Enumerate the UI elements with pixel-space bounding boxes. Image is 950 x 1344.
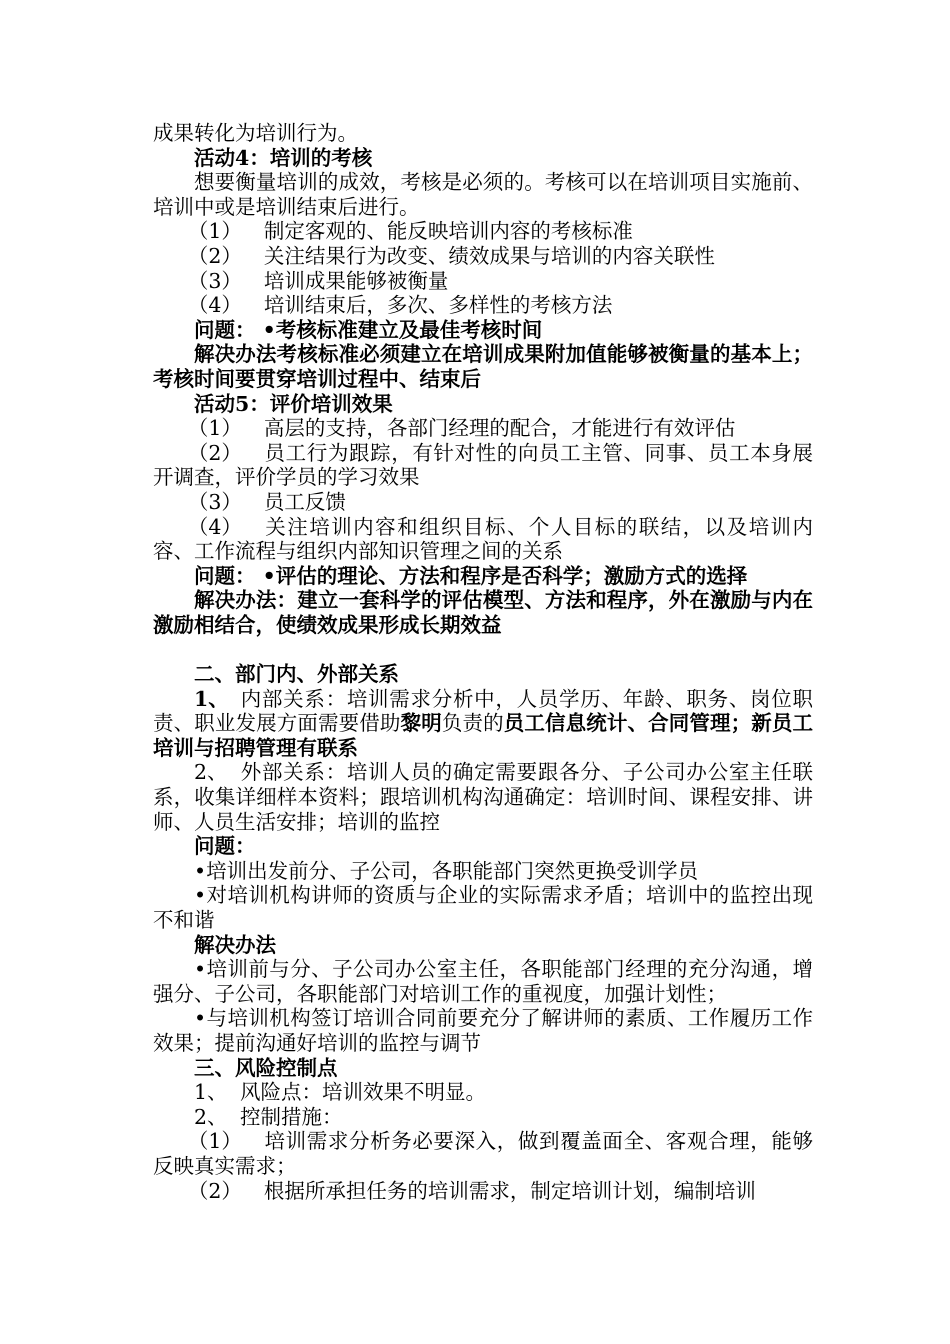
list-number: （2） bbox=[187, 440, 242, 465]
list-number: （1） bbox=[187, 416, 242, 441]
blank-line bbox=[153, 637, 813, 662]
list-item bbox=[153, 515, 813, 564]
bullet-item: •培训出发前分、子公司，各职能部门突然更换受训学员 bbox=[194, 858, 699, 883]
list-text: 根据所承担任务的培训需求，制定培训计划，编制培训 bbox=[263, 1178, 756, 1203]
paragraph: 想要衡量培训的成效，考核是必须的。考核可以在培训项目实施前、培训中或是培训结束后进行。 bbox=[153, 170, 813, 219]
question-label: 问题： bbox=[194, 834, 256, 859]
list-item bbox=[153, 687, 813, 761]
list-item bbox=[153, 1179, 813, 1204]
bullet-item: •培训前与分、子公司办公室主任，各职能部门经理的充分沟通，增强分、子公司，各职能部门对培训工作的重视度，加强计划性； bbox=[153, 957, 813, 1006]
list-number: （2） bbox=[187, 1178, 242, 1203]
list-text: 控制措施： bbox=[240, 1104, 343, 1129]
list-number: 1、 bbox=[194, 1080, 228, 1105]
list-number: 2、 bbox=[194, 1104, 228, 1129]
list-item bbox=[153, 1129, 813, 1178]
list-item bbox=[153, 1105, 813, 1130]
list-text: 内部关系：培训需求分析中，人员学历、年龄、职务、岗位职责、职业发展方面需要借助 bbox=[153, 686, 813, 736]
list-text: 员工行为跟踪，有针对性的向员工主管、同事、员工本身展开调查，评价学员的学习效果 bbox=[153, 440, 813, 490]
list-item bbox=[153, 219, 813, 244]
solution-line: 解决办法考核标准必须建立在培训成果附加值能够被衡量的基本上；考核时间要贯穿培训过程中、结束后 bbox=[153, 342, 813, 391]
list-text: 外部关系：培训人员的确定需要跟各分、子公司办公室主任联系，收集详细样本资料；跟培训机构沟通确定：培训时间、课程安排、讲师、人员生活安排；培训的监控 bbox=[153, 760, 813, 834]
emphasis-text: 员工信息统计、合同管理；新员工培训与招聘管理有联系 bbox=[153, 711, 814, 760]
list-number: （1） bbox=[187, 1129, 242, 1154]
bullet-item: •对培训机构讲师的资质与企业的实际需求矛盾；培训中的监控出现不和谐 bbox=[153, 883, 813, 932]
list-item bbox=[153, 760, 813, 834]
list-item bbox=[153, 293, 813, 318]
list-number: 2、 bbox=[194, 760, 228, 785]
list-item bbox=[153, 441, 813, 490]
paragraph: 成果转化为培训行为。 bbox=[153, 121, 358, 145]
list-item bbox=[153, 416, 813, 441]
list-text: 风险点：培训效果不明显。 bbox=[240, 1080, 486, 1105]
list-number: （2） bbox=[187, 243, 242, 268]
list-number: （3） bbox=[187, 489, 242, 514]
section-3-heading: 三、风险控制点 bbox=[194, 1055, 338, 1080]
solution-label: 解决办法 bbox=[194, 932, 276, 957]
list-number: （1） bbox=[187, 219, 242, 244]
activity-5-heading: 活动5：评价培训效果 bbox=[194, 391, 393, 416]
document-body bbox=[153, 121, 813, 1203]
list-text: 培训结束后，多次、多样性的考核方法 bbox=[263, 293, 613, 318]
section-2-heading: 二、部门内、外部关系 bbox=[194, 662, 399, 687]
list-item bbox=[153, 490, 813, 515]
list-text: 培训需求分析务必要深入，做到覆盖面全、客观合理，能够反映真实需求； bbox=[153, 1129, 813, 1178]
list-text: 员工反馈 bbox=[263, 489, 346, 514]
question-line: 问题： •评估的理论、方法和程序是否科学；激励方式的选择 bbox=[194, 563, 748, 588]
question-line: 问题： •考核标准建立及最佳考核时间 bbox=[194, 317, 543, 342]
list-text: 高层的支持，各部门经理的配合，才能进行有效评估 bbox=[263, 416, 736, 441]
activity-4-heading: 活动4：培训的考核 bbox=[194, 145, 373, 170]
list-text: 关注培训内容和组织目标、个人目标的联结，以及培训内容、工作流程与组织内部知识管理之间的关系 bbox=[153, 514, 813, 564]
list-text: 负责的 bbox=[441, 711, 504, 736]
list-number: 1、 bbox=[194, 686, 229, 711]
list-number: （4） bbox=[187, 514, 242, 539]
list-text: 关注结果行为改变、绩效成果与培训的内容关联性 bbox=[263, 243, 715, 268]
bullet-item: •与培训机构签订培训合同前要充分了解讲师的素质、工作履历工作效果；提前沟通好培训的监控与调节 bbox=[153, 1006, 813, 1055]
list-item bbox=[153, 269, 813, 294]
list-item bbox=[153, 1080, 813, 1105]
person-name: 黎明 bbox=[400, 711, 442, 736]
list-number: （3） bbox=[187, 268, 242, 293]
list-text: 制定客观的、能反映培训内容的考核标准 bbox=[263, 219, 633, 244]
solution-line: 解决办法：建立一套科学的评估模型、方法和程序，外在激励与内在激励相结合，使绩效成果形成长期效益 bbox=[153, 588, 813, 637]
list-text: 培训成果能够被衡量 bbox=[263, 268, 449, 293]
list-item bbox=[153, 244, 813, 269]
list-number: （4） bbox=[187, 293, 242, 318]
